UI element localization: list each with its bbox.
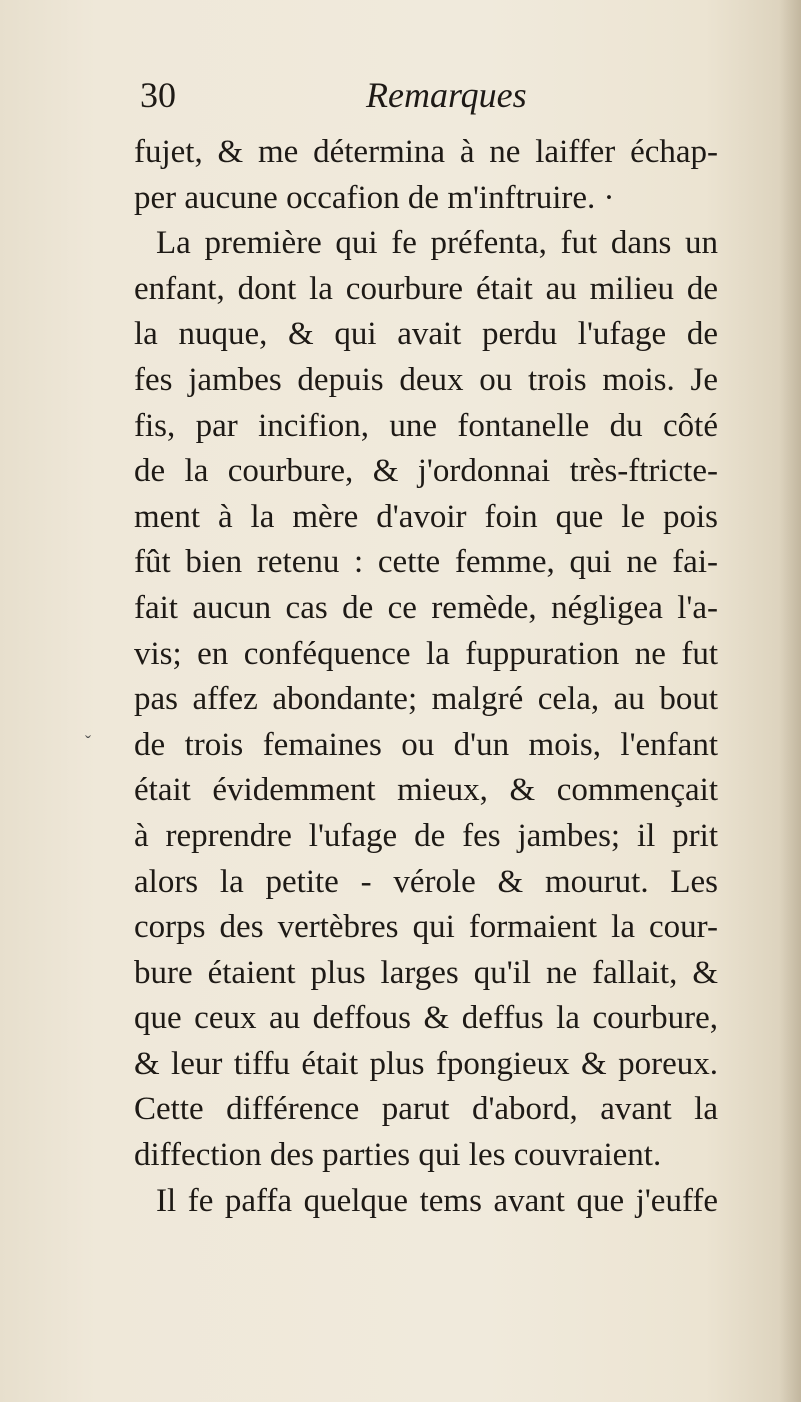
text-line: ment à la mère d'avoir foin que le pois (134, 498, 718, 535)
text-line: pas affez abondante; malgré cela, au bout (134, 681, 718, 718)
text-line: fes jambes depuis deux ou trois mois. Je (134, 361, 718, 398)
text-line: La première qui fe préfenta, fut dans un (156, 225, 718, 262)
page-header (140, 70, 700, 120)
text-line: de la courbure, & j'ordonnai très-ftricte- (134, 453, 718, 490)
text-line: à reprendre l'ufage de fes jambes; il prit (134, 817, 718, 854)
text-line: fût bien retenu : cette femme, qui ne fai- (134, 544, 718, 581)
text-line: vis; en conféquence la fuppuration ne fut (134, 635, 718, 672)
page-number: 30 (140, 75, 176, 115)
text-line: était évidemment mieux, & commençait (134, 772, 718, 809)
text-line: fujet, & me détermina à ne laiffer échap- (134, 134, 718, 170)
text-line: que ceux au deffous & deffus la courbure, (134, 1000, 718, 1037)
text-line: corps des vertèbres qui formaient la cour- (134, 909, 718, 946)
text-line: alors la petite - vérole & mourut. Les (134, 863, 718, 900)
text-line: bure étaient plus larges qu'il ne fallait, & (134, 954, 718, 991)
body-text (134, 130, 718, 1224)
margin-mark-icon: ˇ (85, 732, 91, 752)
text-line: Il fe paffa quelque tems avant que j'euffe (156, 1182, 718, 1219)
page-edge-shadow (779, 0, 801, 1402)
text-line: fis, par incifion, une fontanelle du côté (134, 407, 718, 444)
text-line: de trois femaines ou d'un mois, l'enfant (134, 726, 718, 763)
text-line: diffection des parties qui les couvraient. (134, 1137, 662, 1174)
text-line: & leur tiffu était plus fpongieux & poreux. (134, 1045, 718, 1082)
running-title: Remarques (366, 75, 527, 115)
text-line: per aucune occafion de m'inftruire. · (134, 179, 615, 216)
text-line: la nuque, & qui avait perdu l'ufage de (134, 316, 718, 353)
text-line: enfant, dont la courbure était au milieu de (134, 270, 718, 307)
text-line: Cette différence parut d'abord, avant la (134, 1091, 718, 1128)
text-line: fait aucun cas de ce remède, négligea l'a- (134, 589, 718, 626)
